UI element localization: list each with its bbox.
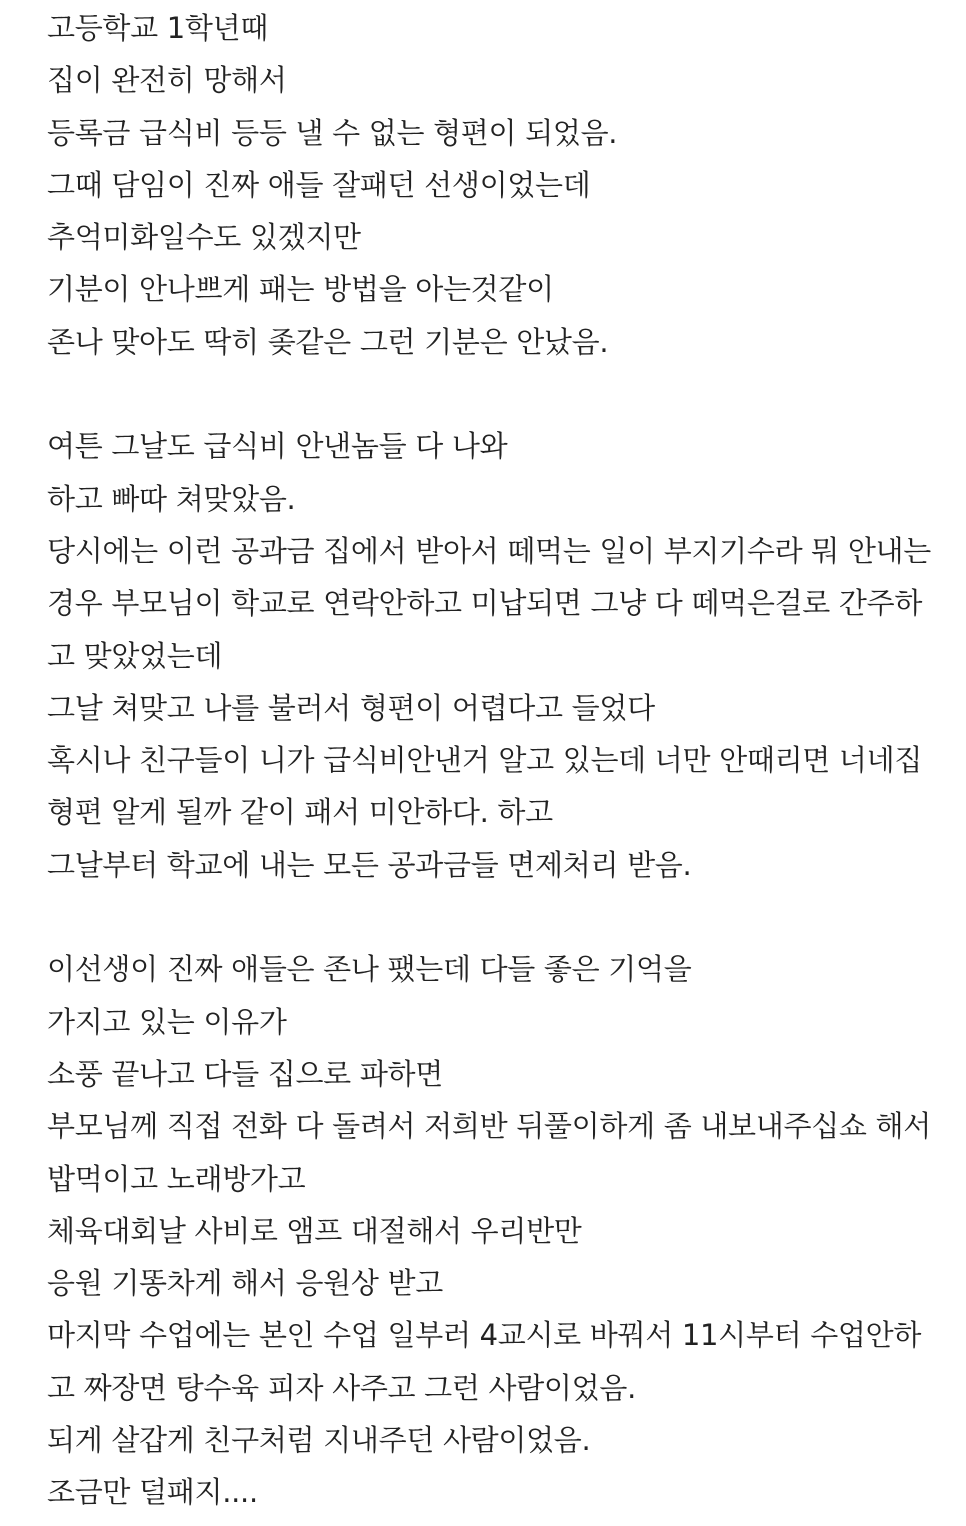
paragraph-1 [47, 2, 957, 368]
text-line: 고 맞았었는데 [47, 638, 223, 673]
text-line: 당시에는 이런 공과금 집에서 받아서 떼먹는 일이 부지기수라 뭐 안내는 [47, 533, 931, 568]
text-line: 가지고 있는 이유가 [47, 1004, 287, 1039]
text-line: 마지막 수업에는 본인 수업 일부러 4교시로 바꿔서 11시부터 수업안하 [47, 1318, 922, 1353]
text-line: 집이 완전히 망해서 [47, 63, 287, 98]
paragraph-2 [47, 420, 957, 891]
text-line: 부모님께 직접 전화 다 돌려서 저희반 뒤풀이하게 좀 내보내주십쇼 해서 [47, 1109, 931, 1144]
text-line: 조금만 덜패지.... [47, 1475, 258, 1510]
text-line: 등록금 급식비 등등 낼 수 없는 형편이 되었음. [47, 115, 618, 150]
text-line: 이선생이 진짜 애들은 존나 팼는데 다들 좋은 기억을 [47, 952, 692, 987]
text-line: 밥먹이고 노래방가고 [47, 1161, 306, 1196]
text-line: 그때 담임이 진짜 애들 잘패던 선생이었는데 [47, 167, 591, 202]
paragraph-gap [47, 368, 957, 420]
paragraph-3 [47, 943, 957, 1518]
text-line: 체육대회날 사비로 앰프 대절해서 우리반만 [47, 1213, 582, 1248]
text-line: 여튼 그날도 급식비 안낸놈들 다 나와 [47, 429, 508, 464]
paragraph-gap [47, 891, 957, 943]
text-line: 추억미화일수도 있겠지만 [47, 220, 361, 255]
text-line: 고 짜장면 탕수육 피자 사주고 그런 사람이었음. [47, 1370, 636, 1405]
text-line: 기분이 안나쁘게 패는 방법을 아는것같이 [47, 272, 554, 307]
text-line: 하고 빠따 쳐맞았음. [47, 481, 296, 516]
text-line: 그날 쳐맞고 나를 불러서 형편이 어렵다고 들었다 [47, 690, 655, 725]
text-line: 그날부터 학교에 내는 모든 공과금들 면제처리 받음. [47, 847, 692, 882]
text-line: 고등학교 1학년때 [47, 11, 269, 45]
text-line: 경우 부모님이 학교로 연락안하고 미납되면 그냥 다 떼먹은걸로 간주하 [47, 586, 923, 621]
post-body [47, 0, 957, 1519]
text-line: 형편 알게 될까 같이 패서 미안하다. 하고 [47, 795, 553, 830]
text-line: 응원 기똥차게 해서 응원상 받고 [47, 1266, 443, 1301]
text-line: 소풍 끝나고 다들 집으로 파하면 [47, 1056, 443, 1091]
text-line: 존나 맞아도 딱히 좆같은 그런 기분은 안났음. [47, 324, 609, 359]
text-line: 혹시나 친구들이 니가 급식비안낸거 알고 있는데 너만 안때리면 너네집 [47, 743, 923, 778]
text-line: 되게 살갑게 친구처럼 지내주던 사람이었음. [47, 1423, 591, 1458]
